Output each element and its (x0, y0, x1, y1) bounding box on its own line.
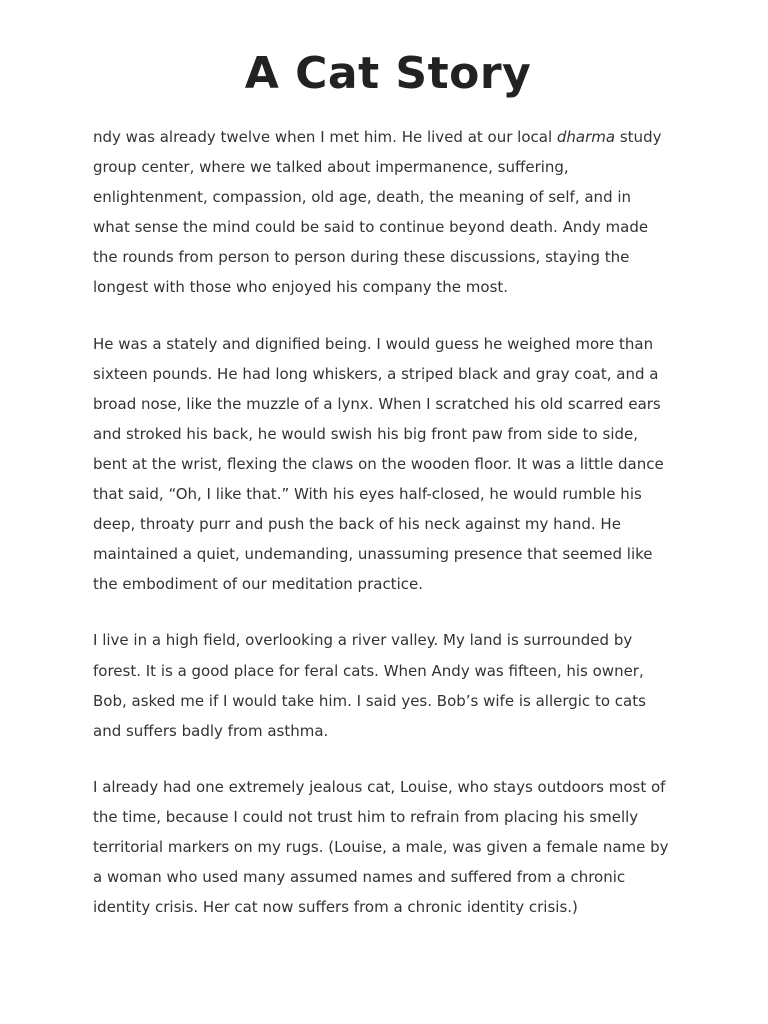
text-line (93, 656, 683, 686)
text-segment: broad nose, like the muzzle of a lynx. When I scratched his old scarred ears (93, 394, 661, 413)
text-segment: study (615, 128, 662, 146)
text-line (93, 449, 683, 479)
text-line (93, 802, 683, 832)
text-line (93, 182, 683, 212)
text-segment: that said, “Oh, I like that.” With his eyes half-closed, he would rumble his (93, 485, 642, 504)
text-segment: maintained a quiet, undemanding, unassuming presence that seemed like (93, 545, 653, 564)
story-body (93, 122, 683, 922)
text-line (93, 686, 683, 716)
text-line (93, 122, 683, 152)
text-line (93, 862, 683, 892)
text-segment: forest. It is a good place for feral cats. When Andy was fifteen, his owner, (93, 661, 644, 680)
paragraph (93, 625, 683, 745)
text-line (93, 772, 683, 802)
text-segment: the time, because I could not trust him to refrain from placing his smelly (93, 807, 639, 826)
text-segment: longest with those who enjoyed his company the most. (93, 278, 509, 297)
text-segment: the rounds from person to person during these discussions, staying the (93, 248, 630, 267)
paragraph (93, 772, 683, 922)
text-line (93, 242, 683, 272)
story-title: A Cat Story (244, 48, 532, 99)
text-line (93, 509, 683, 539)
text-segment: group center, where we talked about impermanence, suffering, (93, 158, 569, 177)
text-line (93, 272, 683, 302)
text-segment: deep, throaty purr and push the back of his neck against my hand. He (93, 515, 621, 534)
text-line (93, 832, 683, 862)
text-line (93, 716, 683, 746)
text-segment: sixteen pounds. He had long whiskers, a striped black and gray coat, and a (93, 364, 659, 383)
text-line (93, 212, 683, 242)
text-segment: and stroked his back, he would swish his big front paw from side to side, (93, 424, 639, 443)
text-segment: enlightenment, compassion, old age, death, the meaning of self, and in (93, 188, 632, 207)
text-segment: the embodiment of our meditation practice. (93, 575, 423, 594)
text-segment: and suffers badly from asthma. (93, 721, 329, 740)
text-segment: what sense the mind could be said to continue beyond death. Andy made (93, 218, 649, 237)
text-line (93, 569, 683, 599)
paragraph (93, 329, 683, 600)
text-segment: identity crisis. Her cat now suffers from a chronic identity crisis.) (93, 898, 578, 917)
text-segment: I live in a high field, overlooking a river valley. My land is surrounded by (93, 631, 633, 650)
text-line (93, 389, 683, 419)
document-page (93, 44, 683, 948)
italic-term: dharma (556, 128, 616, 146)
text-segment: bent at the wrist, flexing the claws on the wooden floor. It was a little dance (93, 454, 664, 473)
text-line (93, 419, 683, 449)
text-segment: He was a stately and dignified being. I would guess he weighed more than (93, 334, 654, 353)
text-line (93, 479, 683, 509)
text-line (93, 539, 683, 569)
paragraph (93, 122, 683, 303)
text-line (93, 329, 683, 359)
text-segment: ndy was already twelve when I met him. He lived at our local (93, 128, 557, 146)
text-segment: Bob, asked me if I would take him. I said yes. Bob’s wife is allergic to cats (93, 691, 646, 710)
text-line (93, 892, 683, 922)
text-line (93, 625, 683, 655)
text-segment: territorial markers on my rugs. (Louise, a male, was given a female name by (93, 837, 669, 856)
text-segment: I already had one extremely jealous cat, Louise, who stays outdoors most of (93, 777, 666, 796)
text-segment: a woman who used many assumed names and suffered from a chronic (93, 868, 626, 887)
text-line (93, 359, 683, 389)
text-line (93, 152, 683, 182)
